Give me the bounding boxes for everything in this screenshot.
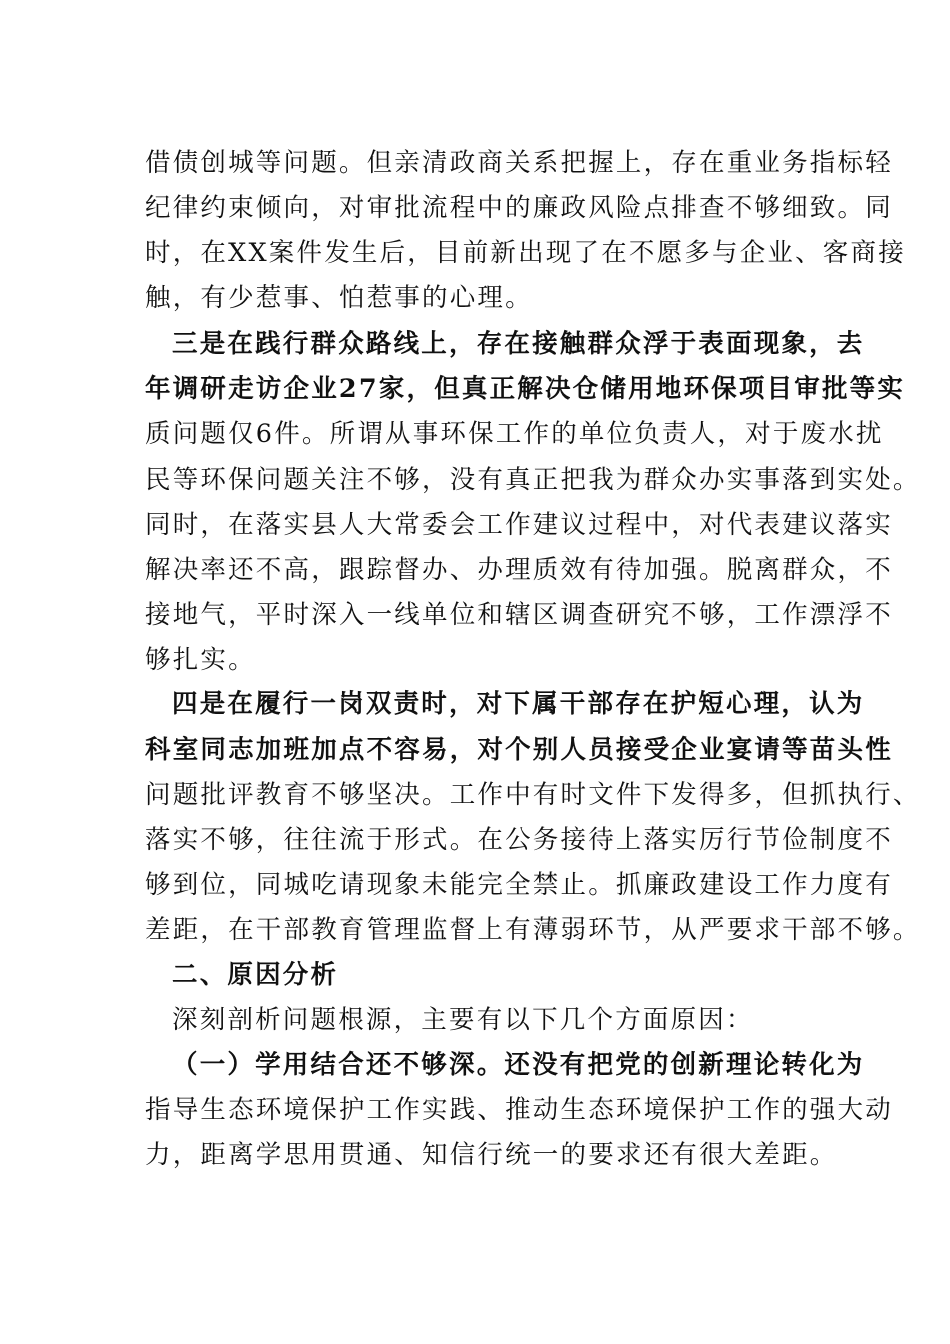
section-heading: 二、原因分析 [172, 960, 339, 990]
text-line: 落实不够，往往流于形式。在公务接待上落实厉行节俭制度不 [145, 825, 893, 855]
text-line: 借债创城等问题。但亲清政商关系把握上，存在重业务指标轻 [145, 148, 893, 178]
text-line: 同时，在落实县人大常委会工作建议过程中，对代表建议落实 [145, 510, 893, 540]
text-line: 纪律约束倾向，对审批流程中的廉政风险点排查不够细致。同 [145, 193, 893, 223]
paragraph-four-lead: 四是在履行一岗双责时，对下属干部存在护短心理，认为 [172, 689, 865, 719]
text-line: 民等环保问题关注不够，没有真正把我为群众办实事落到实处。 [145, 465, 921, 495]
text-line: 深刻剖析问题根源，主要有以下几个方面原因： [172, 1005, 754, 1035]
text-line: 够到位，同城吃请现象未能完全禁止。抓廉政建设工作力度有 [145, 870, 893, 900]
text-line: 触，有少惹事、怕惹事的心理。 [145, 283, 533, 313]
text-line: 质问题仅6件。所谓从事环保工作的单位负责人，对于废水扰 [145, 419, 884, 449]
text-line: 够扎实。 [145, 645, 256, 675]
text-line: 科室同志加班加点不容易，对个别人员接受企业宴请等苗头性 [145, 735, 893, 765]
paragraph-three-lead: 三是在践行群众路线上，存在接触群众浮于表面现象，去 [172, 329, 865, 359]
text-line: 时，在XX案件发生后，目前新出现了在不愿多与企业、客商接 [145, 238, 906, 268]
text-line: 接地气，平时深入一线单位和辖区调查研究不够，工作漂浮不 [145, 600, 893, 630]
text-line: 解决率还不高，跟踪督办、办理质效有待加强。脱离群众，不 [145, 555, 893, 585]
text-line: 力，距离学思用贯通、知信行统一的要求还有很大差距。 [145, 1140, 838, 1170]
text-line: 问题批评教育不够坚决。工作中有时文件下发得多，但抓执行、 [145, 780, 921, 810]
subsection-lead: （一）学用结合还不够深。还没有把党的创新理论转化为 [172, 1050, 865, 1080]
text-line: 差距，在干部教育管理监督上有薄弱环节，从严要求干部不够。 [145, 915, 921, 945]
text-line: 年调研走访企业27家，但真正解决仓储用地环保项目审批等实 [145, 374, 906, 404]
text-line: 指导生态环境保护工作实践、推动生态环境保护工作的强大动 [145, 1095, 893, 1125]
